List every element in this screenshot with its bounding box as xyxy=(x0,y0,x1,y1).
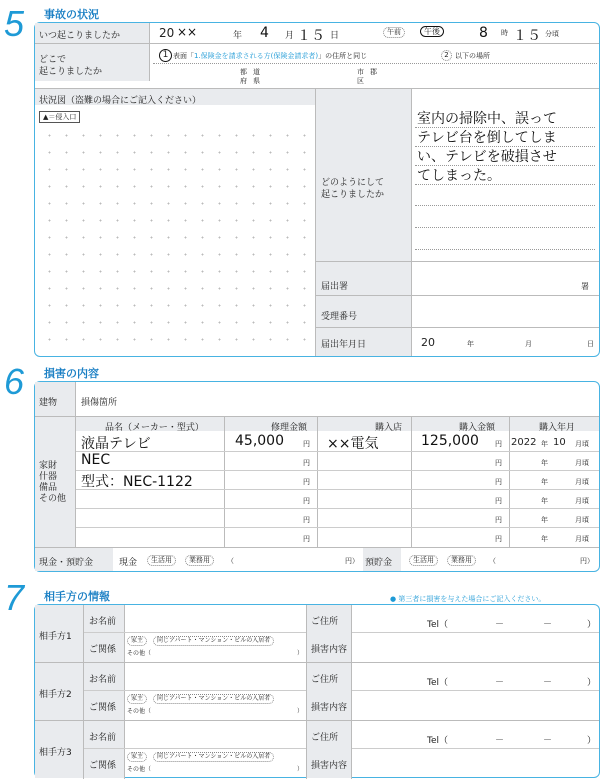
party-address-label: ご住所 xyxy=(311,733,339,743)
cash-living-use[interactable]: 生活用 xyxy=(147,555,176,566)
party-label: 相手方3 xyxy=(39,748,72,758)
party-label: 相手方2 xyxy=(39,690,72,700)
damage-year-unit: 年 xyxy=(541,459,548,467)
police-unit: 署 xyxy=(581,282,589,291)
section7-box xyxy=(34,604,600,778)
damage-repair-yen: 円 xyxy=(303,440,310,448)
party-landlord-option[interactable]: 家主 xyxy=(127,752,147,762)
legend-box: ▲＝侵入口 xyxy=(39,111,80,123)
deposit-business-use[interactable]: 業務用 xyxy=(447,555,476,566)
minute-unit: 分頃 xyxy=(545,30,559,38)
city-gun: 郡 xyxy=(370,68,377,76)
damage-month-unit: 月頃 xyxy=(575,497,589,505)
pref-to: 都 xyxy=(240,68,247,76)
party-other-label: その他（ xyxy=(127,766,152,773)
cash-label: 現金・預貯金 xyxy=(39,558,94,568)
how-line-2[interactable]: テレビ台を倒してしま xyxy=(417,130,557,146)
damage-price-yen: 円 xyxy=(495,535,502,543)
party-tel-dash-1: － xyxy=(495,620,505,630)
damage-repair-yen: 円 xyxy=(303,516,310,524)
party-damage-label: 損害内容 xyxy=(311,703,348,713)
damage-item[interactable]: NEC xyxy=(81,452,111,468)
damage-month-unit: 月頃 xyxy=(575,440,589,448)
header-price: 購入金額 xyxy=(459,423,496,433)
diagram-grid[interactable] xyxy=(41,127,311,352)
option1-text xyxy=(173,51,367,61)
minute-value[interactable]: １５ xyxy=(513,28,541,44)
damage-month-unit: 月頃 xyxy=(575,459,589,467)
city-ku: 区 xyxy=(357,77,364,85)
report-year-unit: 年 xyxy=(467,340,474,348)
party-tel-label: Tel（ xyxy=(427,620,449,630)
pref-do: 道 xyxy=(253,68,260,76)
report-day-unit: 日 xyxy=(587,340,594,348)
damage-repair-yen: 円 xyxy=(303,535,310,543)
month-unit: 月 xyxy=(285,31,295,41)
party-tel-close: ） xyxy=(587,678,597,688)
section7-number: 7 xyxy=(4,577,25,618)
how-label-2: 起こりましたか xyxy=(321,190,385,200)
section6-number: 6 xyxy=(4,361,25,402)
party-resident-option[interactable]: 同じアパート・マンション・ビルの入居者 xyxy=(153,694,274,704)
section6-box xyxy=(34,381,600,572)
party-tel-close: ） xyxy=(587,620,597,630)
option2-text: 以下の場所 xyxy=(455,52,490,60)
hour-value[interactable]: 8 xyxy=(479,25,488,41)
pref-ken: 県 xyxy=(253,77,260,85)
deposit-label: 預貯金 xyxy=(365,558,393,568)
party-landlord-option[interactable]: 家主 xyxy=(127,636,147,646)
party-resident-option[interactable]: 同じアパート・マンション・ビルの入居者 xyxy=(153,636,274,646)
party-other-close: ） xyxy=(297,708,304,715)
cash-sub: 現金 xyxy=(119,558,138,568)
header-store: 購入店 xyxy=(375,423,403,433)
deposit-paren-open: （ xyxy=(489,557,496,565)
where-label-2: 起こりましたか xyxy=(39,67,103,77)
damage-month-unit: 月頃 xyxy=(575,535,589,543)
party-tel-label: Tel（ xyxy=(427,736,449,746)
party-tel-dash-2: － xyxy=(543,736,553,746)
year-value[interactable]: ×× xyxy=(177,25,198,39)
cash-paren-close: 円） xyxy=(345,557,359,565)
option1-text-b: 1.保険金を請求される方(保険金請求者) xyxy=(194,52,319,60)
section5-box xyxy=(34,22,600,357)
section7-note: ● 第三者に損害を与えた場合にご記入ください。 xyxy=(390,595,546,603)
hour-unit: 時 xyxy=(501,29,508,37)
section5-number: 5 xyxy=(4,3,25,44)
receipt-label: 受理番号 xyxy=(321,312,358,322)
party-other-close: ） xyxy=(297,650,304,657)
damage-month-unit: 月頃 xyxy=(575,516,589,524)
party-other-close: ） xyxy=(297,766,304,773)
party-address-label: ご住所 xyxy=(311,675,339,685)
damage-repair-yen: 円 xyxy=(303,497,310,505)
police-label: 届出署 xyxy=(321,282,349,292)
damage-item[interactable]: 型式：NEC-1122 xyxy=(81,474,193,490)
party-tel-dash-2: － xyxy=(543,620,553,630)
party-name-label: お名前 xyxy=(89,617,117,627)
header-item: 品名（メーカー・型式） xyxy=(105,423,204,433)
damage-year-unit: 年 xyxy=(541,535,548,543)
party-resident-option[interactable]: 同じアパート・マンション・ビルの入居者 xyxy=(153,752,274,762)
cash-business-use[interactable]: 業務用 xyxy=(185,555,214,566)
building-label: 建物 xyxy=(39,398,58,408)
pref-fu: 府 xyxy=(240,77,247,85)
how-label-1: どのようにして xyxy=(321,178,385,188)
party-tel-dash-2: － xyxy=(543,678,553,688)
damage-year[interactable]: 2022 xyxy=(511,437,537,448)
damage-price-yen: 円 xyxy=(495,478,502,486)
party-tel-label: Tel（ xyxy=(427,678,449,688)
party-other-label: その他（ xyxy=(127,650,152,657)
damage-price-yen: 円 xyxy=(495,440,502,448)
party-tel-close: ） xyxy=(587,736,597,746)
household-label-3: 備品 xyxy=(39,483,58,493)
option1-text-a: 表面「 xyxy=(173,52,194,60)
report-year-prefix: 20 xyxy=(421,336,435,349)
report-date-label: 届出年月日 xyxy=(321,340,367,350)
party-damage-label: 損害内容 xyxy=(311,645,348,655)
damage-month-unit: 月頃 xyxy=(575,478,589,486)
party-tel-dash-1: － xyxy=(495,736,505,746)
household-label-2: 什器 xyxy=(39,472,58,482)
am-option[interactable]: 午前 xyxy=(383,27,405,38)
deposit-paren-close: 円） xyxy=(580,557,594,565)
party-tel-dash-1: － xyxy=(495,678,505,688)
section7-title: 相手方の情報 xyxy=(44,590,110,603)
how-line-1[interactable]: 室内の掃除中、誤って xyxy=(417,111,557,127)
damage-repair-yen: 円 xyxy=(303,478,310,486)
party-damage-label: 損害内容 xyxy=(311,761,348,771)
damage-price-yen: 円 xyxy=(495,497,502,505)
party-label: 相手方1 xyxy=(39,632,72,642)
option2-number[interactable]: 2 xyxy=(441,50,452,61)
how-line-3[interactable]: い、テレビを破損させ xyxy=(417,149,557,165)
cash-paren-open: （ xyxy=(227,557,234,565)
damage-month[interactable]: 10 xyxy=(553,437,566,448)
damage-repair[interactable]: 45,000 xyxy=(235,433,284,449)
damage-price[interactable]: 125,000 xyxy=(421,433,479,449)
deposit-living-use[interactable]: 生活用 xyxy=(409,555,438,566)
party-relation-label: ご関係 xyxy=(89,645,117,655)
party-relation-label: ご関係 xyxy=(89,761,117,771)
party-name-label: お名前 xyxy=(89,675,117,685)
damage-store[interactable]: ××電気 xyxy=(327,436,379,452)
section6-title: 損害の内容 xyxy=(44,367,99,380)
party-landlord-option[interactable]: 家主 xyxy=(127,694,147,704)
damage-year-unit: 年 xyxy=(541,478,548,486)
report-month-unit: 月 xyxy=(525,340,532,348)
option1-text-c: 」の住所と同じ xyxy=(318,52,368,60)
damage-year-unit: 年 xyxy=(541,440,548,448)
damage-year-unit: 年 xyxy=(541,516,548,524)
how-line-4[interactable]: てしまった。 xyxy=(417,168,501,184)
party-other-label: その他（ xyxy=(127,708,152,715)
header-date: 購入年月 xyxy=(539,423,576,433)
party-name-label: お名前 xyxy=(89,733,117,743)
city-shi: 市 xyxy=(357,68,364,76)
year-unit: 年 xyxy=(233,31,243,41)
where-label-1: どこで xyxy=(39,55,67,65)
damage-year-unit: 年 xyxy=(541,497,548,505)
party-address-label: ご住所 xyxy=(311,617,339,627)
damaged-part-label: 損傷箇所 xyxy=(81,398,118,408)
damage-price-yen: 円 xyxy=(495,459,502,467)
option1-number[interactable]: 1 xyxy=(159,49,172,62)
household-label-1: 家財 xyxy=(39,461,58,471)
diagram-label: 状況図（盗難の場合にご記入ください） xyxy=(39,96,202,106)
year-prefix: 20 xyxy=(159,26,175,40)
section5-title: 事故の状況 xyxy=(44,8,99,21)
household-label-4: その他 xyxy=(39,494,67,504)
day-value[interactable]: １５ xyxy=(297,28,325,44)
month-value[interactable]: 4 xyxy=(260,25,269,41)
when-label: いつ起こりましたか xyxy=(39,31,121,41)
damage-repair-yen: 円 xyxy=(303,459,310,467)
day-unit: 日 xyxy=(330,31,340,41)
damage-item[interactable]: 液晶テレビ xyxy=(81,436,151,452)
party-relation-label: ご関係 xyxy=(89,703,117,713)
header-repair: 修理金額 xyxy=(271,423,308,433)
pm-option[interactable]: 午後 xyxy=(420,26,444,37)
damage-price-yen: 円 xyxy=(495,516,502,524)
